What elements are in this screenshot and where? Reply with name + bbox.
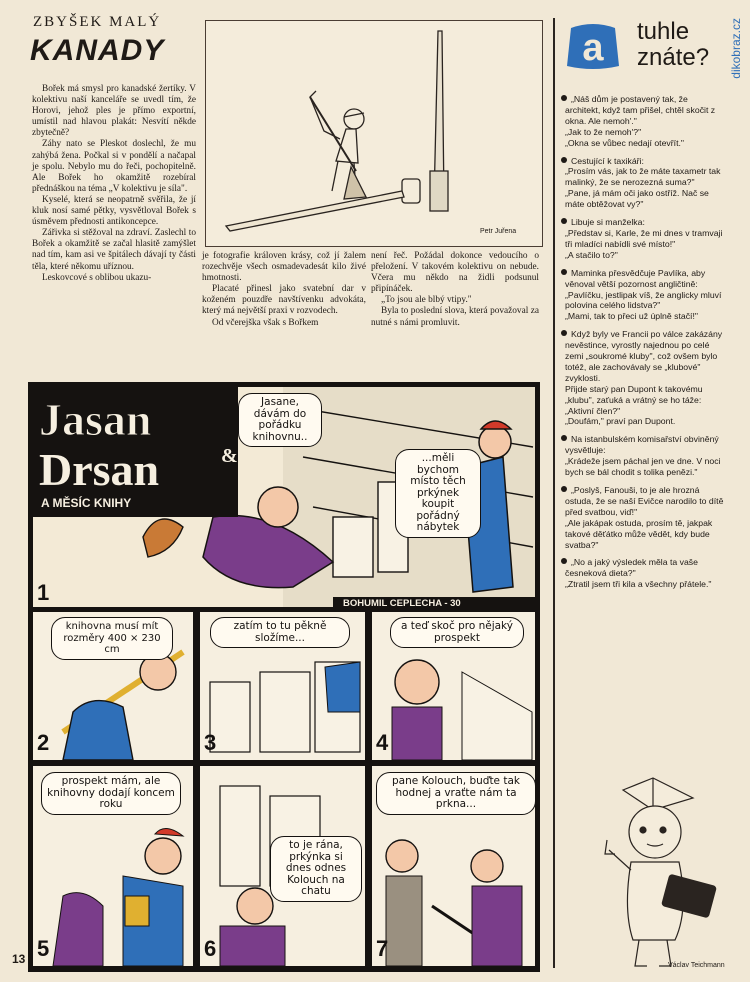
joke-item [561,217,724,261]
joke-text: „Pane, já mám oči jako ostříž. Nač se máte obtěžovat vy?" [565,188,709,210]
joke-line [561,579,724,590]
joke-line [561,138,724,149]
joke-item [561,434,724,478]
svg-text:Drsan: Drsan [39,444,160,495]
sweeper-cartoon [205,20,543,247]
panel-number: 6 [204,936,217,961]
site-credit: dikobraz.cz [729,18,743,79]
comic-strip [28,382,540,972]
joke-item [561,329,724,427]
joke-line-first [561,557,724,579]
joke-text: „Mami, tak to přeci už úplně stačí!" [565,311,698,322]
svg-text:A MĚSÍC KNIHY: A MĚSÍC KNIHY [41,496,132,510]
story-paragraph: Leskovcové s oblibou ukazu- [42,272,152,283]
joke-text: „Krádeže jsem páchal jen ve dne. V noci bych se bál chodit s tolika penězi." [565,456,721,478]
speech-bubble: Jasane, dávám do pořádku knihovnu.. [238,393,322,447]
joke-item [561,557,724,590]
bullet-icon [561,95,567,101]
joke-line-first [561,217,724,228]
joke-text: Když byly ve Francii po válce zakázány nevěstince, vyrostly najednou po celé zemi „soukromé kluby", což ovšem bylo totéž, ale zachovávaly se „klubové" zvyklosti. [565,329,723,383]
bullet-icon [561,157,567,163]
joke-line [561,384,724,406]
speech-bubble: to je rána, prkýnka si dnes odnes Kolouch na chatu [270,836,362,902]
story-paragraph: je fotografie královen krásy, což jí žalem rozechvěje všech osmadevadesát kilo živé hmotnosti. [202,251,366,284]
joke-line-first [561,329,724,384]
joke-text: Maminka přesvědčuje Pavlíka, aby věnoval větší pozornost angličtině: [565,267,706,289]
comic-panel-4 [372,612,535,760]
story-paragraph: Kyselé, která se neopatrně svěřila, že jí kluk nosí samé pětky, vysvětloval Bořek s úsměvem přednosti antikoncepce. [32,194,196,228]
joke-line-first [561,268,724,290]
joke-text: „Představ si, Karle, že mi dnes v tramvaji tři mladíci nabídli své místo!" [565,227,723,249]
speech-bubble: prospekt mám, ale knihovny dodají koncem roku [41,772,181,815]
comic-panel-5 [33,766,193,966]
joke-text: „Okna se vůbec nedají otevřít." [565,137,684,148]
story-paragraph: není řeč. Požádal dokonce vedoucího o přeložení. V takovém kolektivu on nebude. Včera mu někdo na židli podsunul připínáček. [371,251,539,295]
joke-line [561,290,724,312]
panel-number: 5 [37,936,50,961]
joke-line [561,166,724,188]
joke-line [561,456,724,478]
story-column-1 [32,84,196,284]
joke-item [561,485,724,550]
joke-text: „Jak to že nemoh'?" [565,126,642,137]
joke-line-first [561,485,724,518]
panel-number: 1 [37,580,50,605]
joke-line-first [561,434,724,456]
joke-text: „Doufám," praví pan Dupont. [565,416,676,427]
joke-line [561,228,724,250]
bullet-icon [561,435,567,441]
comic-panel-7 [372,766,535,966]
joke-text: „Poslyš, Fanouši, to je ale hrozná ostuda, že se naší Evičce narodilo to dítě před svatbou, viď!" [565,485,724,517]
joke-line-first [561,94,724,127]
speech-bubble: knihovna musí mít rozměry 400 × 230 cm [51,617,173,660]
comic-panel-1 [33,387,535,607]
speech-bubble: pane Kolouch, buďte tak hodnej a vraťte nám ta prkna... [376,772,535,815]
svg-text:Jasan: Jasan [39,394,152,445]
sweeper-drawing [206,21,542,246]
joke-text: „Aktivní člen?" [565,405,621,416]
joke-text: Přijde starý pan Dupont k takovému „klubu", zaťuká a vrátný se ho táže: [565,383,703,405]
joke-line [561,416,724,427]
bullet-icon [561,269,567,275]
joke-text: „Ztratil jsem tři kila a všechny přátele." [565,579,712,590]
column-divider [553,18,555,968]
panel-number: 7 [376,936,389,961]
story-paragraph: Od včerejška však s Bořkem [212,317,319,328]
comic-panel-3 [200,612,365,760]
joke-text: „Náš dům je postavený tak, že architekt, když tam přišel, chtěl skočit z okna. Ale nemoh'." [565,94,716,126]
bullet-icon [561,558,567,564]
jokes-list [561,94,724,597]
joke-line [561,127,724,138]
joke-line [561,250,724,261]
joke-text: „Prosím vás, jak to že máte taxametr tak malinký, že se nerozezná suma?" [565,166,721,188]
joke-item [561,156,724,211]
svg-text:&: & [221,445,238,467]
joke-item [561,94,724,149]
story-column-3 [371,251,539,329]
logo-line-2: znáte? [637,44,710,71]
joke-text: „A stačilo to?" [565,249,618,260]
comic-panel-6 [200,766,365,966]
story-title: KANADY [30,34,165,67]
story-paragraph: Placaté přinesl jako svatební dar v koženém pouzdře navštívenku advokáta, který má největší praxi v rozvodech. [202,284,366,317]
logo-line-1: tuhle [637,18,690,45]
joke-line-first [561,156,724,167]
joke-text: „No a jaký výsledek měla ta vaše česneková dieta?" [565,557,698,579]
bullet-icon [561,330,567,336]
bullet-icon [561,218,567,224]
panel-number: 3 [204,730,217,755]
joke-line [561,188,724,210]
joke-line [561,311,724,322]
story-paragraph: Zářivka si stěžoval na zdraví. Zaslechl to Bořek a okamžitě se začal hlasitě zamýšlet nad tím, kam asi ve špitálech dávají ty části těla, které někomu uříznou. [32,228,196,272]
svg-text:a: a [582,27,604,69]
panel-number: 4 [376,730,389,755]
joke-text: „Pavlíčku, jestlipak víš, že anglicky mluví polovina celého lidstva?" [565,289,722,311]
cartoon-signature: Petr Juřena [480,228,517,235]
joke-text: Cestující k taxikáři: [571,155,644,166]
bullet-icon [561,486,567,492]
joke-text: „Ale jakápak ostuda, prosím tě, jakpak takové děťátko může vědět, kdy bude svatba?" [565,517,713,550]
page-number: 13 [12,952,26,966]
joke-line [561,518,724,551]
story-author: ZBYŠEK MALÝ [33,14,162,30]
story-paragraph: Záhy nato se Pleskot doslechl, že mu zahýbá žena. Počkal si v pondělí a načapal je spolu. Nebylo mu do řeči, pochopitelně. Ale Bořek ho okamžitě rozebíral přednáškou na téma „V kolektivu je síla". [32,139,196,194]
panel-number: 2 [37,730,50,755]
boy-illustration [563,770,743,970]
svg-text:BOHUMIL CEPLECHA - 30: BOHUMIL CEPLECHA - 30 [343,598,461,607]
illustration-signature: Václav Teichmann [668,962,725,969]
speech-bubble: ...měli bychom místo těch prkýnek koupit pořádný nábytek [395,449,481,538]
story-paragraph: „To jsou ale blbý vtipy." [381,295,472,306]
speech-bubble: zatím to tu pěkně složíme... [210,617,350,648]
speech-bubble: a teď skoč pro nějaký prospekt [390,617,524,648]
story-paragraph: Byla to poslední slova, která považoval za nutné s námi promluvit. [371,306,539,328]
joke-item [561,268,724,323]
joke-text: Na istanbulském komisařství obviněný vysvětluje: [565,434,719,456]
joke-text: Libuje si manželka: [571,217,645,228]
story-paragraph: Bořek má smysl pro kanadské žertíky. V kolektivu naší kanceláře se uvedl tím, že Horovi, jehož ples je přímo exportní, umístil nad hlavou plakát: Nesvítí někde zbytečně? [32,84,196,139]
comic-panel-2 [33,612,193,760]
joke-line [561,406,724,417]
story-column-2 [202,251,366,329]
a-logo-icon [565,22,621,70]
